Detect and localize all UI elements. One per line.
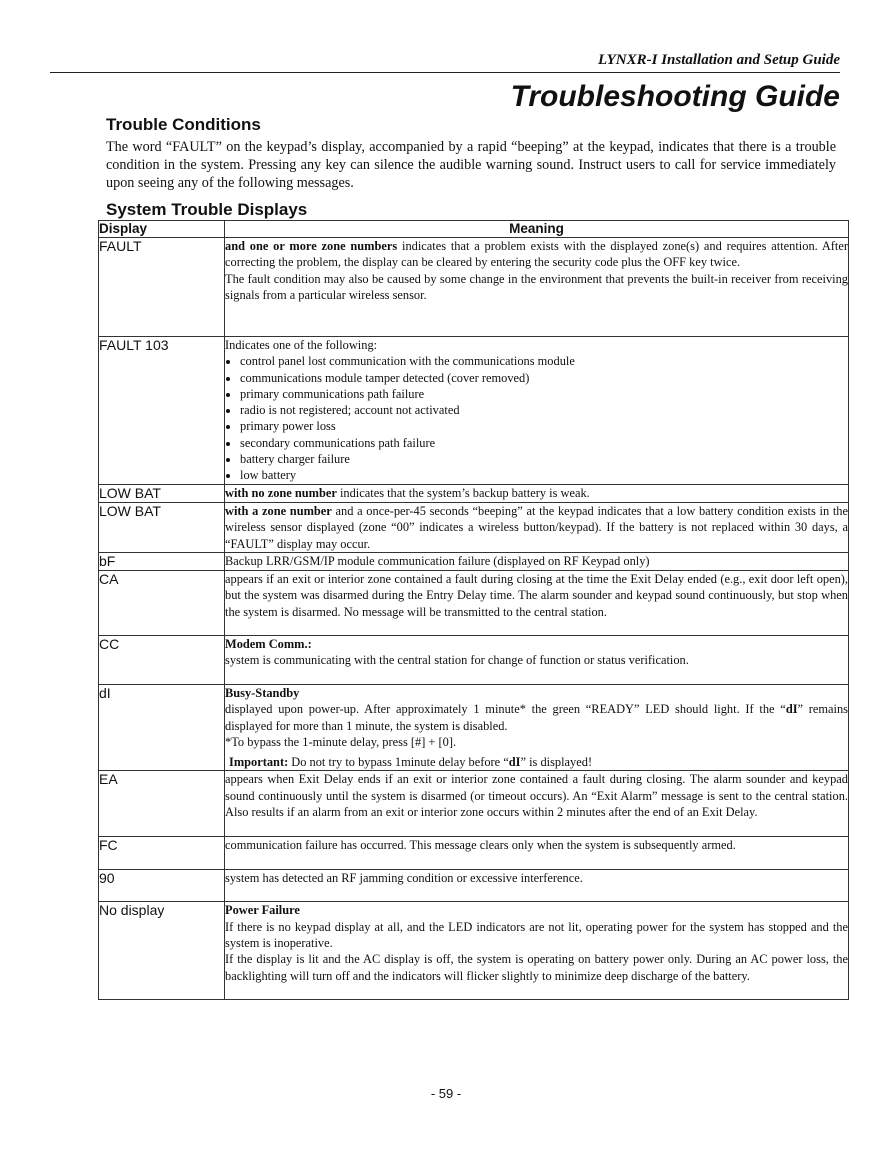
display-code: FAULT 103 [99,337,225,485]
table-row [99,870,849,902]
inline-code: dI [785,702,798,717]
meaning-lead: with a zone number [225,504,332,518]
important-text: ” is displayed! [520,755,593,770]
list-item: • communications module tamper detected (cover removed) [240,370,848,386]
display-code: 90 [99,870,225,902]
running-header: LYNXR-I Installation and Setup Guide [598,52,840,68]
meaning-text: If there is no keypad display at all, and the LED indicators are not lit, operating power for the system has stopped and the system is inoperative. [225,919,848,951]
meaning-cell: system has detected an RF jamming condition or excessive interference. [225,870,849,902]
meaning-intro: Indicates one of the following: [225,338,378,352]
table-row [99,902,849,1000]
meaning-note: *To bypass the 1-minute delay, press [#] + [0]. [225,734,457,749]
important-note [225,754,848,770]
table-row [99,837,849,870]
meaning-cell: appears if an exit or interior zone contained a fault during closing at the time the Exit Delay ended (e.g., exit door left open), but the system was disarmed during the Entry Delay time. The alarm sounder and keypad sound continuously, but stop when the system is disarmed. No message will be transmitted to the central station. [225,571,849,636]
list-item: • secondary communications path failure [240,435,848,451]
trouble-displays-table [98,220,849,1000]
table-row [99,771,849,837]
page-number: - 59 - [430,1086,462,1101]
list-item: • control panel lost communication with the communications module [240,353,848,369]
table-row [99,571,849,636]
meaning-text: indicates that the system’s backup battery is weak. [336,486,590,500]
list-item: • radio is not registered; account not activated [240,402,848,418]
meaning-text: system is communicating with the central station for change of function or status verification. [225,653,689,668]
inline-code: dI [508,755,521,770]
column-header-meaning: Meaning [225,221,849,238]
list-item: • primary communications path failure [240,386,848,402]
system-trouble-displays-heading: System Trouble Displays [106,200,308,219]
display-code: bF [99,553,225,571]
meaning-cell: Backup LRR/GSM/IP module communication failure (displayed on RF Keypad only) [225,553,849,571]
meaning-lead: with no zone number [225,486,337,500]
meaning-cell [225,238,849,337]
meaning-cell [225,636,849,685]
table-row [99,337,849,485]
trouble-conditions-paragraph: The word “FAULT” on the keypad’s display, accompanied by a rapid “beeping” at the keypad, indicates that there is a trouble condition in the system. Pressing any key can silence the audible warning sound. Instruct users to call for service immediately upon seeing any of the following messages. [106,139,836,191]
display-code: dI [99,685,225,771]
meaning-text: indicates that a problem exists with the displayed zone(s) and requires attention. After correcting the problem, the display can be cleared by entering the security code plus the OFF key twice. [225,239,848,270]
meaning-title: Busy-Standby [225,686,300,700]
display-code: LOW BAT [99,485,225,503]
table-row [99,238,849,337]
display-code: No display [99,902,225,1000]
display-code: FC [99,837,225,870]
table-row [99,685,849,771]
table-row [99,503,849,553]
meaning-cell [225,902,849,1000]
meaning-cell: communication failure has occurred. This message clears only when the system is subsequently armed. [225,837,849,870]
table-row [99,485,849,503]
meaning-text: and a once-per-45 seconds “beeping” at the keypad indicates that a low battery condition exists in the wireless sensor displayed (zone “00” indicates a wireless button/keypad). If the battery is not replaced within 30 days, a “FAULT” display may occur. [225,504,848,551]
meaning-title: Power Failure [225,903,300,918]
important-text: Do not try to bypass 1minute delay before “ [288,755,509,770]
table-header-row [99,221,849,238]
meaning-text: If the display is lit and the AC display is off, the system is operating on battery power only. During an AC power loss, the backlighting will turn off and the indicators will flicker slightly to minimize deep discharge of the battery. [225,952,848,983]
column-header-display: Display [99,221,225,238]
meaning-cell: appears when Exit Delay ends if an exit or interior zone contained a fault during closing. The alarm sounder and keypad sound continuously until the system is disarmed (or timeout occurs). An “Exit Alarm” message is sent to the central station. Also results if an alarm from an exit or interior zone occurs within 2 minutes after the end of an Exit Delay. [225,771,849,837]
table-row [99,636,849,685]
meaning-cell [225,685,849,771]
meaning-text: The fault condition may also be caused by some change in the environment that prevents the built-in receiver from receiving signals from a particular wireless sensor. [225,271,848,302]
fault-103-list [225,353,848,483]
page-title: Troubleshooting Guide [510,80,840,113]
table-row [99,553,849,571]
meaning-text: ” remains displayed for more than 1 minute, the system is disabled. [225,702,849,733]
important-label: Important: [229,755,289,770]
meaning-cell [225,503,849,553]
header-rule [50,72,840,73]
list-item: • low battery [240,467,848,483]
display-code: CA [99,571,225,636]
meaning-cell [225,485,849,503]
list-item: • primary power loss [240,418,848,434]
meaning-title: Modem Comm.: [225,637,312,651]
display-code: CC [99,636,225,685]
meaning-cell [225,337,849,485]
meaning-text: displayed upon power-up. After approximately 1 minute* the green “READY” LED should light. If the “ [225,702,786,717]
trouble-conditions-heading: Trouble Conditions [106,115,261,134]
display-code: EA [99,771,225,837]
meaning-lead: and one or more zone numbers [225,239,398,253]
list-item: • battery charger failure [240,451,848,467]
display-code: FAULT [99,238,225,337]
display-code: LOW BAT [99,503,225,553]
